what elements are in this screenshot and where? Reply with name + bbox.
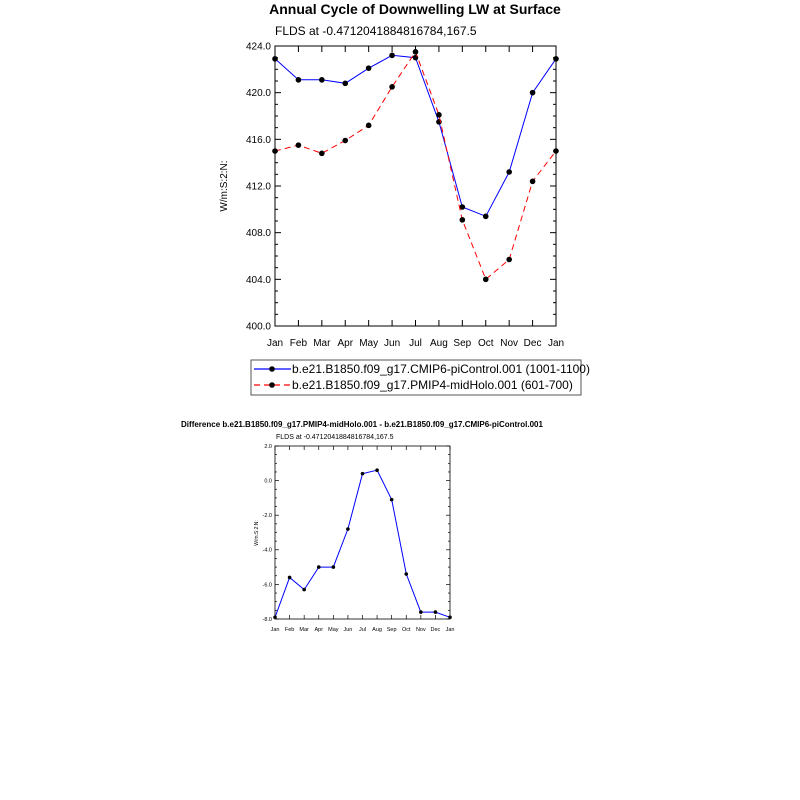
top-chart-ticks xyxy=(246,42,564,350)
top-chart-frame xyxy=(275,46,556,326)
bottom-chart-ticks xyxy=(263,444,455,633)
top-chart-series xyxy=(272,49,559,282)
series-2-point xyxy=(460,217,466,223)
series-1-point xyxy=(317,565,321,569)
series-1-point xyxy=(361,472,365,476)
x-tick-label: Dec xyxy=(523,338,542,349)
legend-marker-series1 xyxy=(269,366,275,372)
series-2-point xyxy=(319,151,325,157)
x-tick-label: Sep xyxy=(386,627,397,633)
x-tick-label: Feb xyxy=(289,338,308,349)
series-1-point xyxy=(346,527,350,531)
series-1-point xyxy=(366,65,372,71)
x-tick-label: Sep xyxy=(453,338,472,349)
x-tick-label: Mar xyxy=(313,338,331,349)
series-1-point xyxy=(404,572,408,576)
series-2-point xyxy=(296,142,302,148)
top-chart-ylabel: W/m:S:2:N: xyxy=(219,160,230,212)
x-tick-label: Jan xyxy=(445,627,455,633)
y-tick-label: 400.0 xyxy=(245,321,271,333)
legend-label-series2: b.e21.B1850.f09_g17.PMIP4-midHolo.001 (601-700) xyxy=(292,378,573,392)
series-2-point xyxy=(436,112,442,118)
series-1-point xyxy=(483,214,489,220)
series-2-point xyxy=(530,179,536,185)
y-tick-label: 412.0 xyxy=(245,181,271,193)
x-tick-label: Apr xyxy=(337,338,354,349)
legend-label-series1: b.e21.B1850.f09_g17.CMIP6-piControl.001 (1001-1100) xyxy=(292,362,590,376)
x-tick-label: Jun xyxy=(343,627,353,633)
y-tick-label: -2.0 xyxy=(262,513,272,520)
x-tick-label: Apr xyxy=(314,627,324,633)
series-2-point xyxy=(342,138,348,144)
y-tick-label: 416.0 xyxy=(245,134,271,146)
x-tick-label: Mar xyxy=(299,627,309,633)
top-chart-title: Annual Cycle of Downwelling LW at Surface xyxy=(269,1,561,17)
series-1-point xyxy=(434,610,438,614)
x-tick-label: Nov xyxy=(415,627,426,633)
bottom-chart-title: Difference b.e21.B1850.f09_g17.PMIP4-midHolo.001 - b.e21.B1850.f09_g17.CMIP6-piControl.001 xyxy=(181,420,543,429)
series-1-point xyxy=(419,610,423,614)
legend xyxy=(251,360,590,395)
series-2-point xyxy=(389,84,395,90)
series-2-point xyxy=(413,49,419,55)
x-tick-label: May xyxy=(359,338,379,349)
x-tick-label: Jan xyxy=(270,627,280,633)
y-tick-label: -6.0 xyxy=(262,582,272,589)
series-1-point xyxy=(296,77,302,83)
y-tick-label: 2.0 xyxy=(264,443,272,450)
x-tick-label: Aug xyxy=(430,338,448,349)
x-tick-label: Jul xyxy=(358,627,367,633)
series-1-point xyxy=(530,90,536,96)
series-1-point xyxy=(302,588,306,592)
legend-marker-series2 xyxy=(269,382,275,388)
series-2-point xyxy=(506,257,512,263)
x-tick-label: Jan xyxy=(266,338,284,349)
y-tick-label: -8.0 xyxy=(262,616,272,623)
x-tick-label: Oct xyxy=(477,338,494,349)
series-1-point xyxy=(506,169,512,175)
x-tick-label: May xyxy=(328,627,339,633)
x-tick-label: Jul xyxy=(409,338,422,349)
bottom-chart-subtitle: FLDS at -0.4712041884816784,167.5 xyxy=(276,434,394,441)
y-tick-label: 424.0 xyxy=(245,41,271,53)
x-tick-label: Aug xyxy=(372,627,382,633)
y-tick-label: 408.0 xyxy=(245,228,271,240)
x-tick-label: Jun xyxy=(384,338,401,349)
y-tick-label: 0.0 xyxy=(264,478,272,485)
x-tick-label: Oct xyxy=(401,627,411,633)
series-line-2 xyxy=(275,52,556,279)
x-tick-label: Feb xyxy=(284,627,295,633)
series-2-point xyxy=(366,123,372,129)
x-tick-label: Dec xyxy=(430,627,441,633)
x-tick-label: Jan xyxy=(547,338,565,349)
y-tick-label: -4.0 xyxy=(262,547,272,554)
y-tick-label: 404.0 xyxy=(245,274,271,286)
series-1-point xyxy=(332,565,336,569)
series-1-point xyxy=(319,77,325,83)
series-1-point xyxy=(390,498,394,502)
bottom-chart-series xyxy=(273,468,452,619)
top-chart-subtitle: FLDS at -0.4712041884816784,167.5 xyxy=(275,24,477,38)
series-line-1 xyxy=(275,55,556,216)
bottom-chart-ylabel: W/m:S:2:N: xyxy=(254,520,260,546)
series-1-point xyxy=(389,53,395,59)
series-1-point xyxy=(342,81,348,87)
series-line-1 xyxy=(275,470,450,617)
series-1-point xyxy=(375,468,379,472)
x-tick-label: Nov xyxy=(500,338,519,349)
y-tick-label: 420.0 xyxy=(245,88,271,100)
series-2-point xyxy=(483,277,489,283)
series-1-point xyxy=(288,576,292,580)
